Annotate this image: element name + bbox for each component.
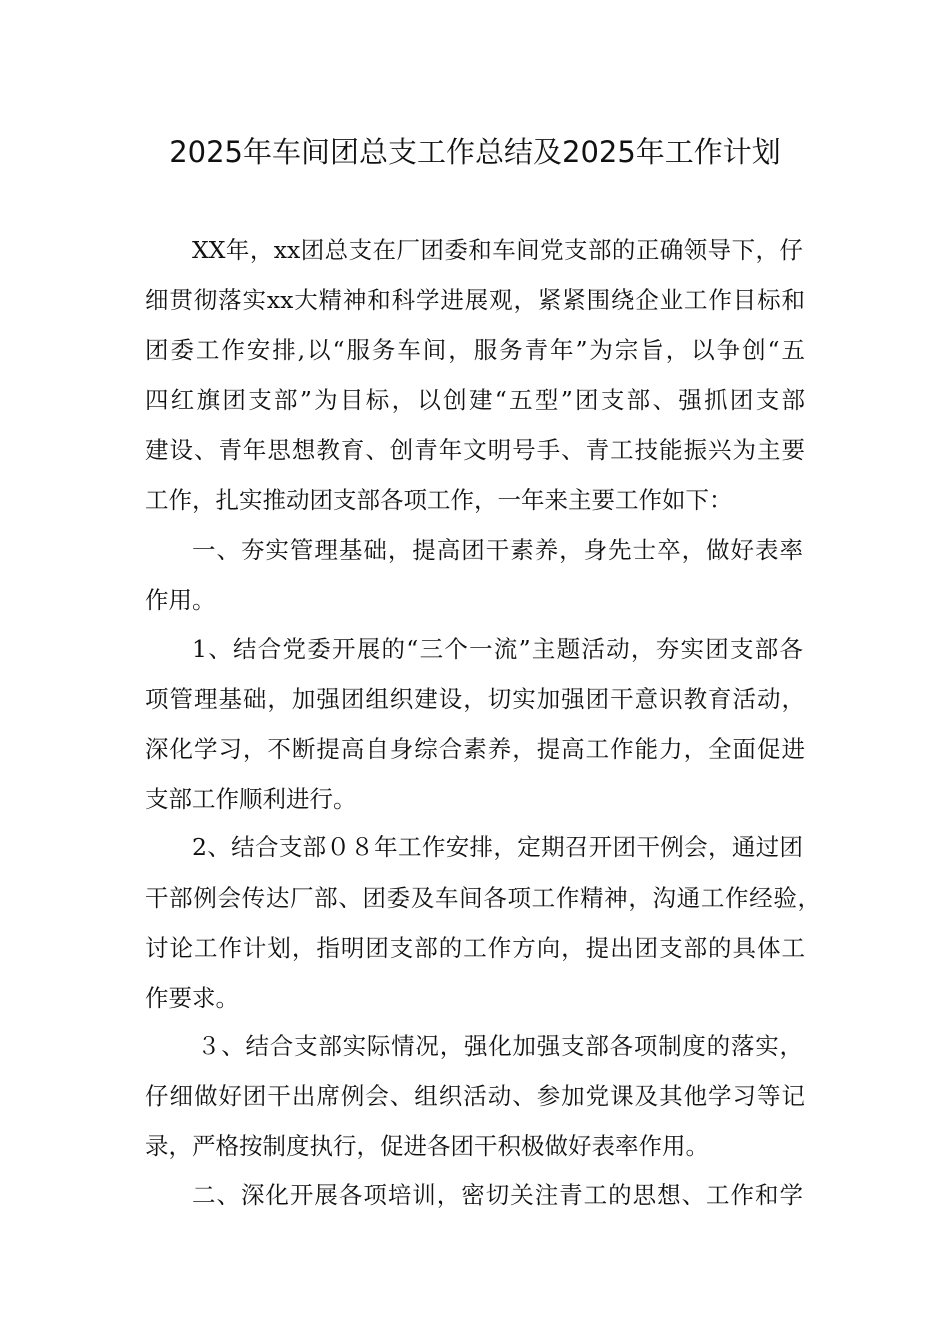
section-heading-line: 一、夯实管理基础，提高团干素养，身先士卒，做好表率 — [192, 536, 803, 564]
paragraph-line: 讨论工作计划，指明团支部的工作方向，提出团支部的具体工 — [145, 934, 805, 962]
paragraph-line: 录，严格按制度执行，促进各团干积极做好表率作用。 — [145, 1132, 709, 1160]
paragraph-line: 干部例会传达厂部、团委及车间各项工作精神，沟通工作经验， — [145, 884, 821, 912]
paragraph-line: 作要求。 — [145, 984, 239, 1012]
paragraph-line: 1、结合党委开展的“三个一流”主题活动，夯实团支部各 — [192, 635, 803, 663]
paragraph-line: 2、结合支部０８年工作安排，定期召开团干例会，通过团 — [192, 833, 803, 861]
document-title: 2025年车间团总支工作总结及2025年工作计划 — [169, 135, 781, 169]
paragraph-line: 团委工作安排,以“服务车间，服务青年”为宗旨，以争创“五 — [145, 336, 805, 364]
paragraph-line: 细贯彻落实xx大精神和科学进展观，紧紧围绕企业工作目标和 — [145, 286, 805, 314]
paragraph-line: ３、结合支部实际情况，强化加强支部各项制度的落实， — [197, 1032, 803, 1060]
paragraph-line: 工作，扎实推动团支部各项工作，一年来主要工作如下： — [145, 486, 733, 514]
paragraph-line: 建设、青年思想教育、创青年文明号手、青工技能振兴为主要 — [145, 436, 805, 464]
paragraph-line: 仔细做好团干出席例会、组织活动、参加党课及其他学习等记 — [145, 1082, 805, 1110]
section-heading-line: 二、深化开展各项培训，密切关注青工的思想、工作和学 — [192, 1181, 803, 1209]
section-heading-line: 作用。 — [145, 586, 216, 614]
paragraph-line: 深化学习，不断提高自身综合素养，提高工作能力，全面促进 — [145, 735, 805, 763]
paragraph-line: 四红旗团支部”为目标，以创建“五型”团支部、强抓团支部 — [145, 386, 805, 414]
paragraph-line: 项管理基础，加强团组织建设，切实加强团干意识教育活动， — [145, 685, 805, 713]
paragraph-line: XX年，xx团总支在厂团委和车间党支部的正确领导下，仔 — [192, 236, 803, 264]
paragraph-line: 支部工作顺利进行。 — [145, 785, 357, 813]
